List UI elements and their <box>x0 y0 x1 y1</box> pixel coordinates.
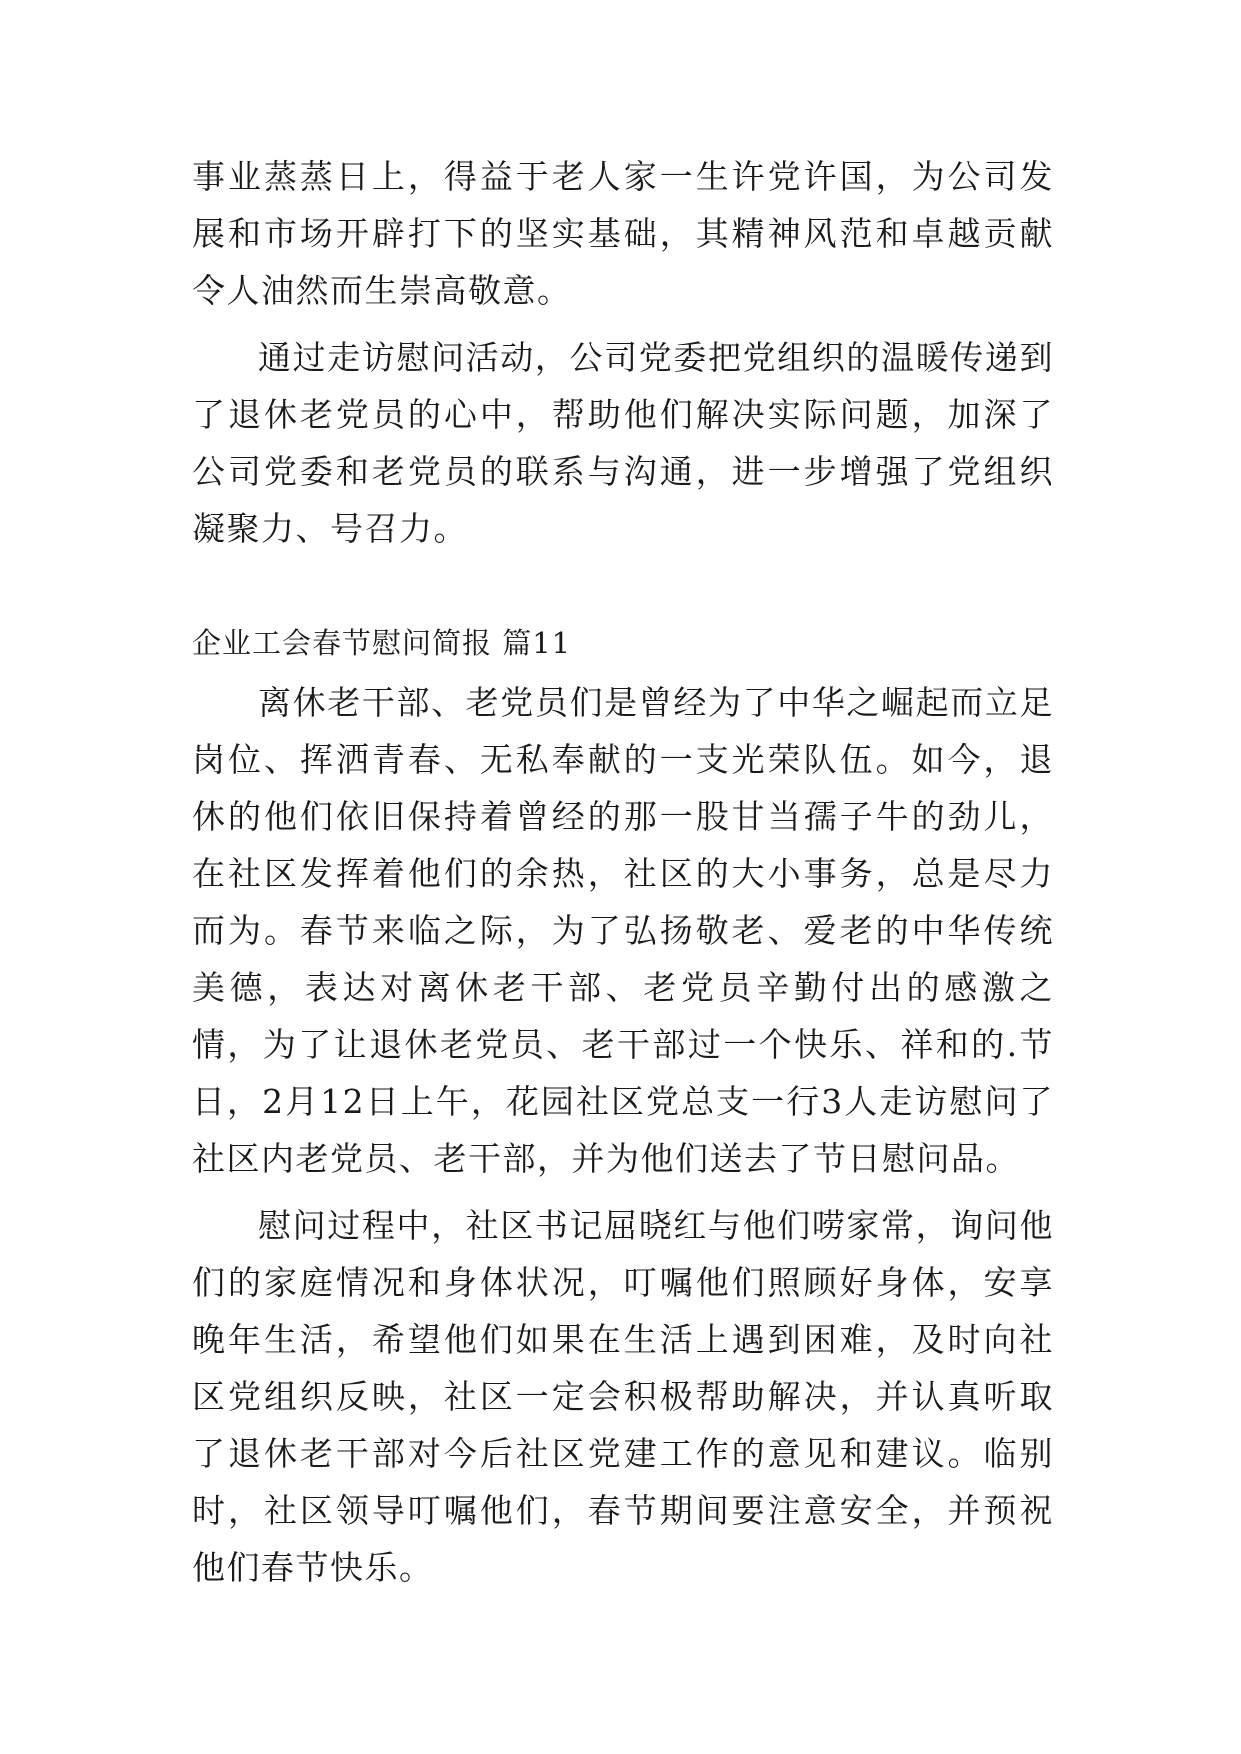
paragraph-visit-summary: 通过走访慰问活动，公司党委把党组织的温暖传递到了退休老党员的心中，帮助他们解决实际问题，加深了公司党委和老党员的联系与沟通，进一步增强了党组织凝聚力、号召力。 <box>192 338 1054 548</box>
paragraph-retired-cadres: 离休老干部、老党员们是曾经为了中华之崛起而立足岗位、挥洒青春、无私奉献的一支光荣队伍。如今，退休的他们依旧保持着曾经的那一股甘当孺子牛的劲儿，在社区发挥着他们的余热，社区的大小事务，总是尽力而为。春节来临之际，为了弘扬敬老、爱老的中华传统美德，表达对离休老干部、老党员辛勤付出的感激之情，为了让退休老党员、老干部过一个快乐、祥和的.节日，2月12日上午，花园社区党总支一行3人走访慰问了社区内老党员、老干部，并为他们送去了节日慰问品。 <box>192 683 1054 1178</box>
paragraph-visit-process: 慰问过程中，社区书记屈晓红与他们唠家常，询问他们的家庭情况和身体状况，叮嘱他们照顾好身体，安享晚年生活，希望他们如果在生活上遇到困难，及时向社区党组织反映，社区一定会积极帮助解决，并认真听取了退休老干部对今后社区党建工作的意见和建议。临别时，社区领导叮嘱他们，春节期间要注意安全，并预祝他们春节快乐。 <box>192 1206 1054 1587</box>
paragraph-continuation: 事业蒸蒸日上，得益于老人家一生许党许国，为公司发展和市场开辟打下的坚实基础，其精神风范和卓越贡献令人油然而生崇高敬意。 <box>192 157 1054 310</box>
document-page <box>192 148 1054 1596</box>
section-title: 企业工会春节慰问简报 篇11 <box>192 626 572 660</box>
